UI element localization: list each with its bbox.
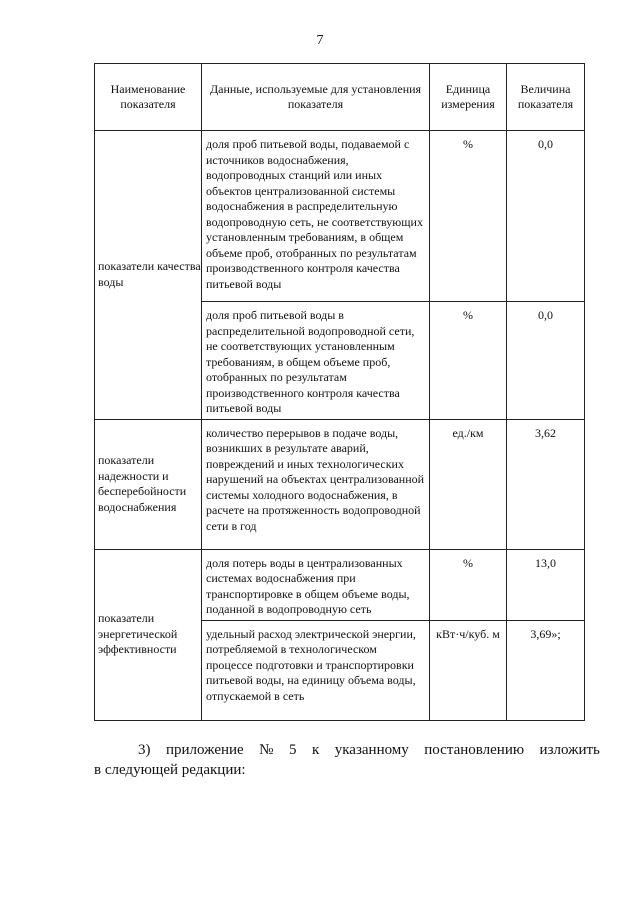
- header-indicator-name: Наименование показателя: [95, 64, 202, 131]
- table-row: [95, 549, 585, 620]
- paragraph-word: указанному: [334, 742, 409, 758]
- value-cell: 0,0: [507, 131, 585, 302]
- indicators-table: [94, 63, 585, 721]
- paragraph-word: 5: [288, 742, 297, 758]
- table-row: [95, 419, 585, 549]
- indicator-data-cell: доля проб питьевой воды, подаваемой с источников водоснабжения, водопроводных станций или иных объектов централизованной системы водоснабжения в распределительную водопроводную сеть, не соответствующих установленным требованиям, в общем объеме проб, отобранных по результатам производственного контроля качества питьевой воды: [202, 131, 430, 302]
- amendment-paragraph: [94, 740, 600, 780]
- unit-cell: %: [430, 549, 507, 620]
- paragraph-line-2: в следующей редакции:: [94, 762, 246, 778]
- page-number: 7: [316, 33, 324, 48]
- value-cell: 0,0: [507, 302, 585, 420]
- unit-cell: кВт·ч/куб. м: [430, 620, 507, 720]
- paragraph-word: к: [311, 742, 320, 758]
- unit-cell: ед./км: [430, 419, 507, 549]
- header-value: Величина показателя: [507, 64, 585, 131]
- paragraph-word: постановлению: [424, 742, 525, 758]
- table-header-row: [95, 64, 585, 131]
- value-cell: 3,62: [507, 419, 585, 549]
- unit-cell: %: [430, 302, 507, 420]
- indicator-group-name: показатели надежности и бесперебойности водоснабжения: [95, 419, 202, 549]
- unit-cell: %: [430, 131, 507, 302]
- header-unit: Единица измерения: [430, 64, 507, 131]
- indicator-group-name: показатели качества воды: [95, 131, 202, 420]
- paragraph-word: №: [259, 742, 274, 758]
- paragraph-line-1: [94, 740, 600, 760]
- indicator-data-cell: доля проб питьевой воды в распределительной водопроводной сети, не соответствующих установленным требованиям, в общем объеме проб, отобранных по результатам производственного контроля качества питьевой воды: [202, 302, 430, 420]
- table-row: [95, 131, 585, 302]
- paragraph-word: приложение: [165, 742, 244, 758]
- value-cell: 13,0: [507, 549, 585, 620]
- header-data: Данные, используемые для установления показателя: [202, 64, 430, 131]
- indicator-data-cell: удельный расход электрической энергии, потребляемой в технологическом процессе подготовки и транспортировки питьевой воды, на единицу объема воды, отпускаемой в сеть: [202, 620, 430, 720]
- indicator-group-name: показатели энергетической эффективности: [95, 549, 202, 720]
- paragraph-word: 3): [138, 742, 151, 758]
- indicator-data-cell: количество перерывов в подаче воды, возникших в результате аварий, повреждений и иных технологических нарушений на объектах централизованной системы холодного водоснабжения, в расчете на протяженность водопроводной сети в год: [202, 419, 430, 549]
- indicator-data-cell: доля потерь воды в централизованных системах водоснабжения при транспортировке в общем объеме воды, поданной в водопроводную сеть: [202, 549, 430, 620]
- value-cell: 3,69»;: [507, 620, 585, 720]
- paragraph-word: изложить: [539, 742, 600, 758]
